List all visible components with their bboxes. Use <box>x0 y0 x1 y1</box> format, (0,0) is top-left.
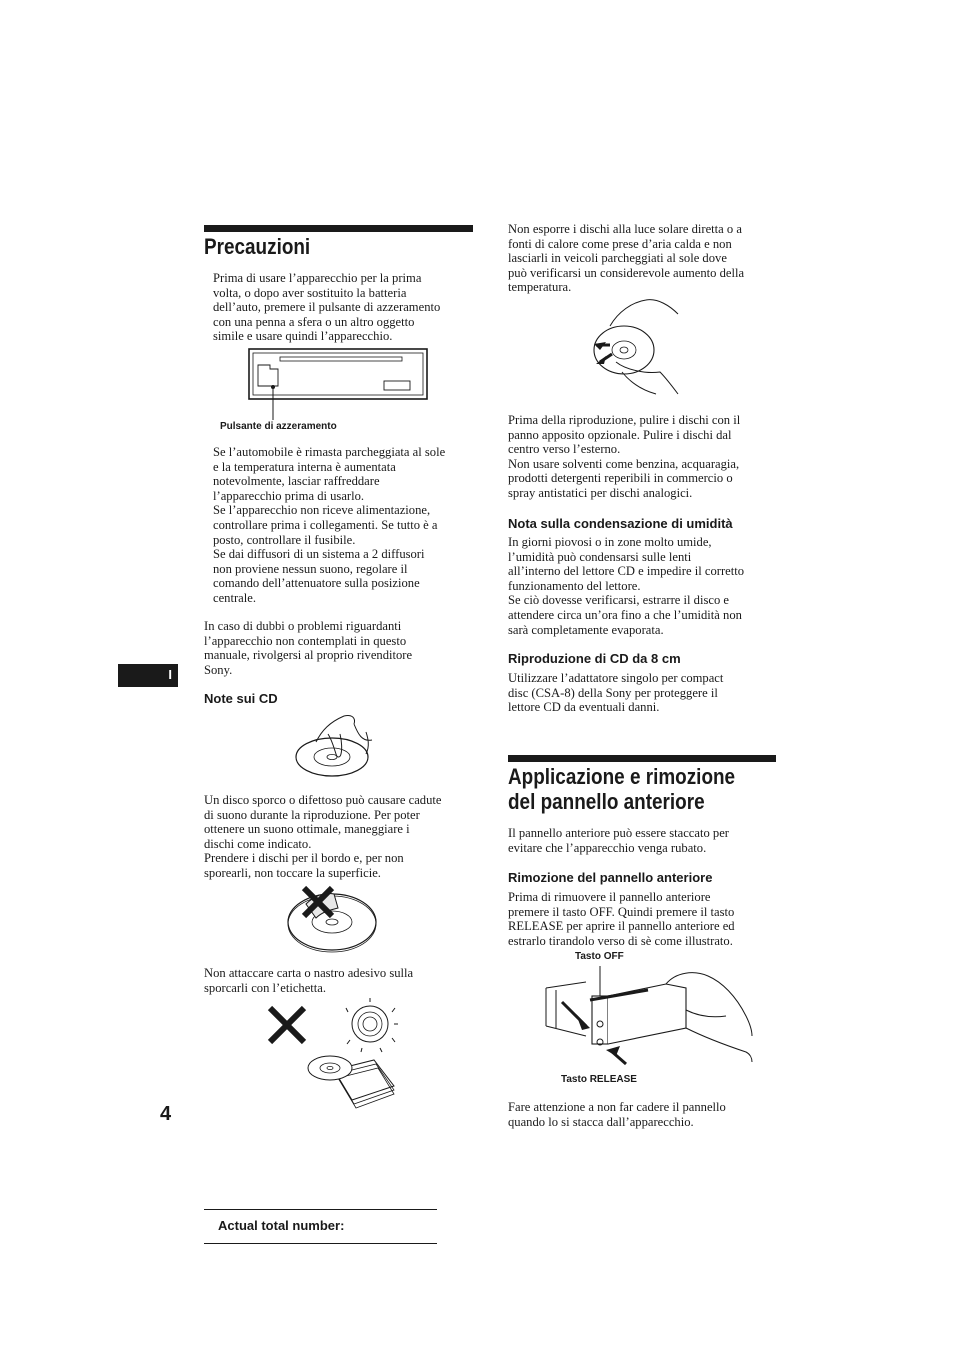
intro-paragraph: Prima di usare l’apparecchio per la prima volta, o dopo aver sostituito la batteria dell’auto, premere il pulsante di azzeramento con una penna a sfera o un altro oggetto simile e usare quindi l’apparecchio. <box>213 271 441 344</box>
off-button-caption: Tasto OFF <box>575 951 624 962</box>
clean-paragraph: Prima della riproduzione, pulire i dischi con il panno apposito opzionale. Pulire i dischi dal centro verso l’esterno. Non usare solventi come benzina, acquaragia, prodotti detergenti reperibili in commercio o spray antistatici per dischi analogici. <box>508 413 741 500</box>
section-title-line1: Applicazione e rimozione <box>508 764 736 789</box>
cd-cleaning-illustration <box>586 298 682 400</box>
removal-paragraph: Prima di rimuovere il pannello anteriore premere il tasto OFF. Quindi premere il tasto RELEASE per aprire il pannello anteriore ed estrarlo tirandolo verso di sè come illustrato. <box>508 890 735 948</box>
reset-button-illustration <box>248 348 430 404</box>
panel-paragraph: Il pannello anteriore può essere staccato per evitare che l’apparecchio venga rubato. <box>508 826 729 855</box>
footer-top-rule <box>204 1209 437 1210</box>
dirty-disc-paragraph: Un disco sporco o difettoso può causare cadute di suono durante la riproduzione. Per poter ottenere un suono ottimale, maneggiare i dischi come indicato. Prendere i dischi per il bordo e, per non sporearli, non toccare la superficie. <box>204 793 442 880</box>
sun-paragraph: Non esporre i dischi alla luce solare diretta o a fonti di calore come prese d’aria calda e non lasciarli in veicoli parcheggiati al sole dove può verificarsi un considerevole aumento della temperatura. <box>508 222 745 295</box>
no-paper-tape-illustration <box>266 1000 398 1110</box>
reset-button-caption: Pulsante di azzeramento <box>220 421 337 432</box>
language-tab-label: I <box>168 667 172 682</box>
note-cd-heading: Note sui CD <box>204 691 278 706</box>
no-touch-surface-illustration <box>286 884 378 954</box>
doubt-paragraph: In caso di dubbi o problemi riguardanti l’apparecchio non contemplati in questo manuale, rivolgersi al proprio rivenditore Sony. <box>204 619 413 677</box>
heading-rule-pannello <box>508 755 776 762</box>
heading-rule-precauzioni <box>204 225 473 232</box>
language-tab <box>118 664 178 687</box>
condensation-paragraph: In giorni piovosi o in zone molto umide, l’umidità può condensarsi sulle lenti all’interno del lettore CD e impedire il corretto funzionamento del lettore. Se ciò dovesse verificarsi, estrarre il disco e attendere circa un’ora fino a che l’umidità non sarà completamente evaporata. <box>508 535 745 637</box>
footer-bottom-rule <box>204 1243 437 1244</box>
section-title-line2: del pannello anteriore <box>508 789 705 814</box>
car-paragraph: Se l’automobile è rimasta parcheggiata al sole e la temperatura interna è aumentata notevolmente, lasciar raffreddare l’apparecchio prima di usarlo. Se l’apparecchio non riceve alimentazione, controllare prima i collegamenti. Se tutto è a posto, controllare il fusibile. Se dai diffusori di un sistema a 2 diffusori non proviene nessun suono, regolare il comando dell’attenuatore sulla posizione centrale. <box>213 445 446 605</box>
drop-warning-paragraph: Fare attenzione a non far cadere il pannello quando lo si stacca dall’apparecchio. <box>508 1100 726 1129</box>
condensation-heading: Nota sulla condensazione di umidità <box>508 516 733 531</box>
removal-heading: Rimozione del pannello anteriore <box>508 870 713 885</box>
page-title-precauzioni: Precauzioni <box>204 234 311 259</box>
page-number: 4 <box>160 1103 172 1125</box>
panel-removal-illustration <box>546 966 756 1074</box>
footer-total-label: Actual total number: <box>218 1218 345 1233</box>
cd8-paragraph: Utilizzare l’adattatore singolo per compact disc (CSA-8) della Sony per proteggere il lettore CD da eventuali danni. <box>508 671 724 715</box>
cd8-heading: Riproduzione di CD da 8 cm <box>508 651 681 666</box>
cd-handling-illustration <box>296 712 380 780</box>
tape-paragraph: Non attaccare carta o nastro adesivo sulla sporcarli con l’etichetta. <box>204 966 414 995</box>
release-button-caption: Tasto RELEASE <box>561 1074 637 1085</box>
